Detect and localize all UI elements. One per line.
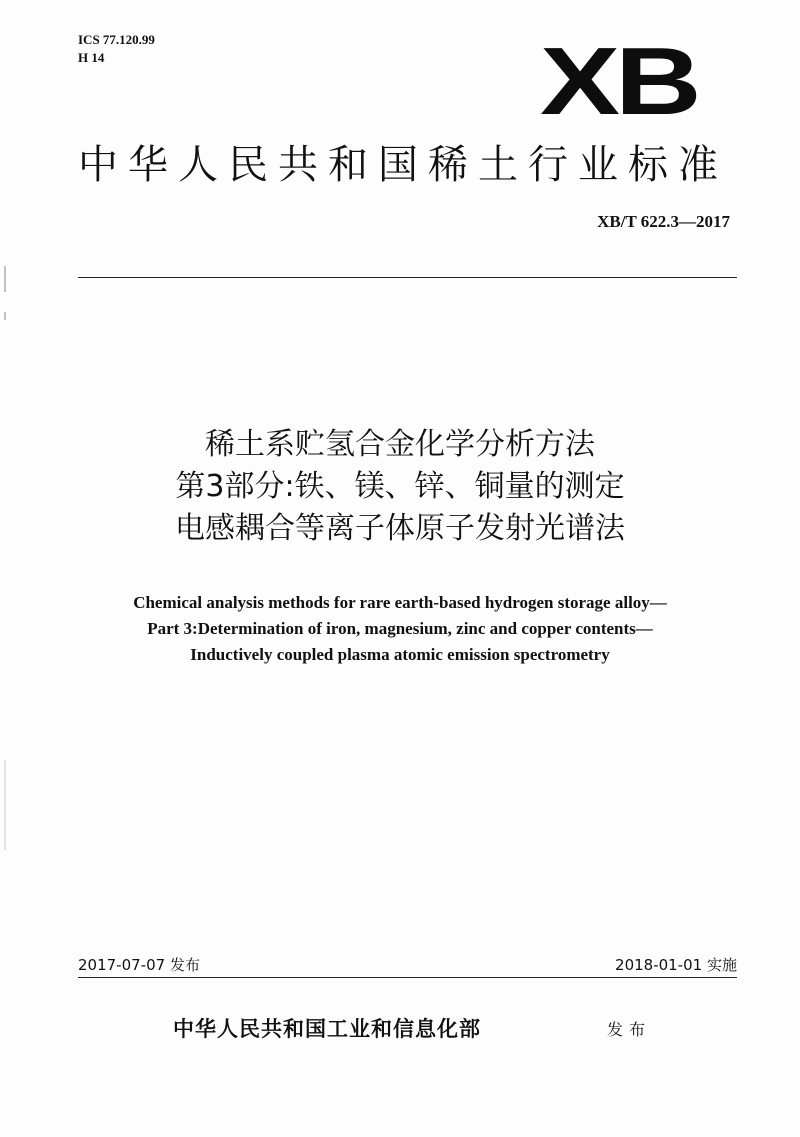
standard-number: XB/T 622.3—2017	[597, 212, 730, 231]
english-title-line: Chemical analysis methods for rare earth-based hydrogen storage alloy—	[133, 593, 667, 612]
implementation-date: 2018-01-01 实施	[615, 956, 737, 974]
issuing-authority: 中华人民共和国工业和信息化部	[173, 1016, 481, 1041]
header-divider	[78, 277, 737, 278]
ics-code: ICS 77.120.99	[78, 32, 155, 47]
standard-category: 中华人民共和国稀土行业标准	[78, 142, 728, 188]
issue-action: 发布	[607, 1020, 652, 1039]
xb-logo: XB	[540, 28, 697, 135]
english-title-line: Part 3:Determination of iron, magnesium, zinc and copper contents—	[147, 619, 653, 638]
chinese-title-line: 第3部分:铁、镁、锌、铜量的测定	[175, 469, 625, 504]
chinese-title-line: 电感耦合等离子体原子发射光谱法	[175, 511, 625, 546]
ccs-code: H 14	[78, 50, 105, 65]
scan-artifact	[4, 760, 6, 850]
english-title-line: Inductively coupled plasma atomic emission spectrometry	[190, 645, 610, 664]
scan-artifact	[4, 312, 6, 320]
classification-codes	[78, 31, 155, 67]
footer-divider	[78, 977, 737, 978]
issue-date: 2017-07-07 发布	[78, 956, 200, 974]
chinese-title	[60, 424, 740, 550]
english-title	[60, 590, 740, 668]
chinese-title-line: 稀土系贮氢合金化学分析方法	[205, 427, 595, 462]
scan-artifact	[4, 266, 6, 292]
